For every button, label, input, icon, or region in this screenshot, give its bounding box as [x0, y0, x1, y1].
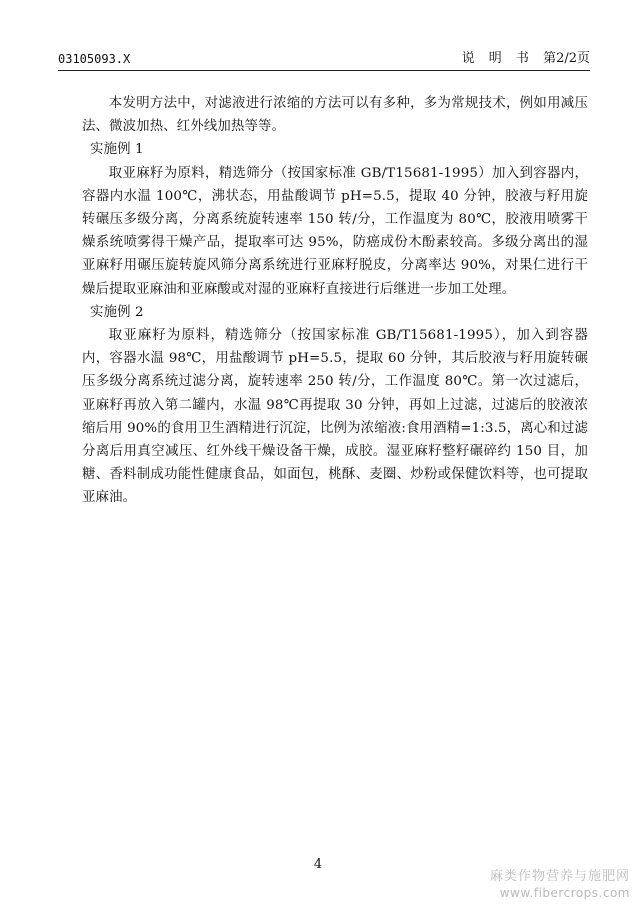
header-title-char-2: 明: [488, 51, 502, 66]
header-title-char-1: 说: [461, 51, 475, 66]
header-title-char-3: 书: [515, 51, 529, 66]
example-1-heading: 实施例 1: [90, 142, 144, 158]
page-number: 4: [313, 857, 323, 872]
header-title-group: [452, 50, 590, 68]
intro-paragraph: 本发明方法中，对滤液进行浓缩的方法可以有多种，多为常规技术，例如用减压法、微波加热、红外线加热等等。: [82, 96, 588, 135]
example-1-paragraph: 取亚麻籽为原料，精选筛分（按国家标准 GB/T15681-1995）加入到容器内，容器内水温 100℃，沸状态，用盐酸调节 pH=5.5，提取 40 分钟，胶液与籽用旋转碾压多级分离，分离系统旋转速率 150 转/分，工作温度为 80℃，胶液用喷雾干燥系统喷雾得干燥产品，提取率可达 95%，防癌成份木酚素较高。多级分离出的湿亚麻籽用碾压旋转旋风筛分离系统进行亚麻籽脱皮，分离率达 90%，对果仁进行干燥后提取亚麻油和亚麻酸或对湿的亚麻籽直接进行后继进一步加工处理。: [82, 165, 588, 297]
header-divider: [58, 70, 590, 71]
header-page-label: 第2/2页: [543, 51, 590, 66]
page-header: [58, 50, 590, 68]
document-body: [82, 92, 588, 510]
watermark-url: www.fibercrops.com: [499, 886, 630, 900]
watermark: [490, 869, 630, 901]
example-2-paragraph: 取亚麻籽为原料，精选筛分（按国家标准 GB/T15681-1995），加入到容器内，容器水温 98℃，用盐酸调节 pH=5.5，提取 60 分钟，其后胶液与籽用旋转碾压多级分离系统过滤分离，旋转速率 250 转/分，工作温度 80℃。第一次过滤后，亚麻籽再放入第二罐内，水温 98℃再提取 30 分钟，再如上过滤，过滤后的胶液浓缩后用 90%的食用卫生酒精进行沉淀，比例为浓缩液:食用酒精=1:3.5，离心和过滤分离后用真空减压、红外线干燥设备干燥，成胶。湿亚麻籽整籽碾碎约 150 目，加糖、香料制成功能性健康食品，如面包，桃酥、麦圈、炒粉或保健饮料等，也可提取亚麻油。: [82, 328, 588, 506]
example-2-heading: 实施例 2: [90, 304, 144, 320]
watermark-site-name: 麻类作物营养与施肥网: [489, 869, 630, 884]
document-number: 03105093.X: [58, 52, 131, 66]
